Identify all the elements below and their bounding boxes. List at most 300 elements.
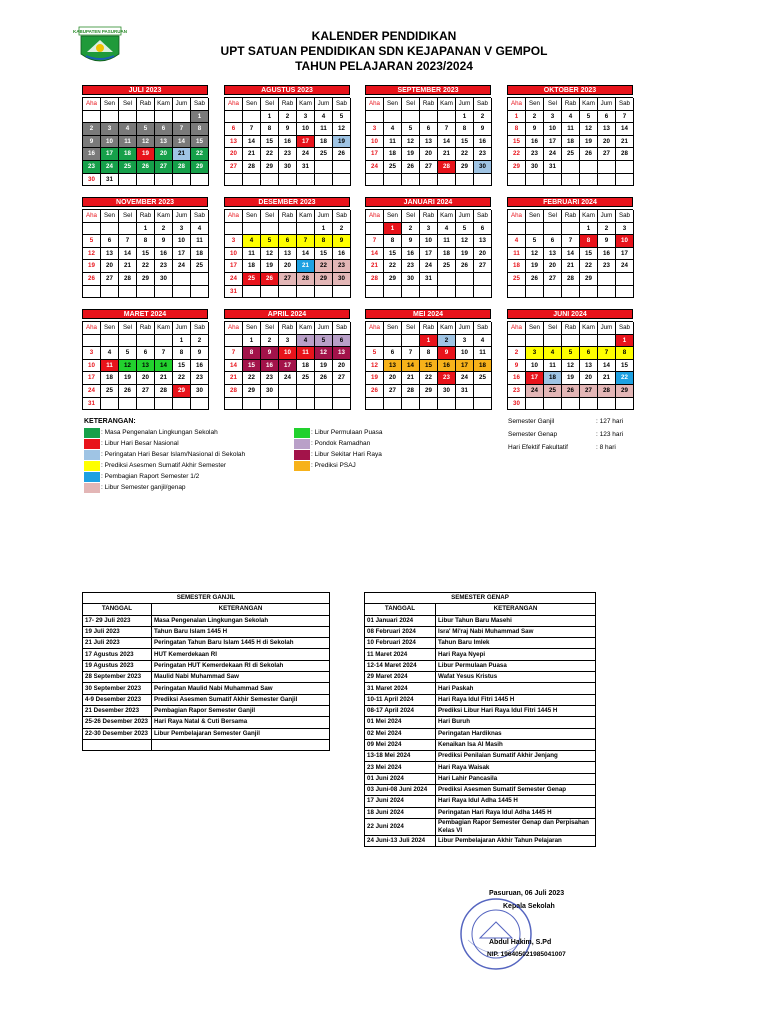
day-cell: 12 bbox=[83, 248, 101, 261]
legend-swatch bbox=[84, 428, 100, 438]
legend-swatch bbox=[84, 483, 100, 493]
empty-cell bbox=[562, 161, 580, 174]
empty-cell bbox=[580, 161, 598, 174]
empty-cell bbox=[297, 385, 315, 398]
day-cell: 21 bbox=[562, 260, 580, 273]
row-date: 21 Desember 2023 bbox=[83, 705, 152, 716]
day-cell: 19 bbox=[526, 260, 544, 273]
day-cell: 13 bbox=[580, 360, 598, 373]
day-cell: 9 bbox=[333, 235, 351, 248]
day-cell: 27 bbox=[155, 161, 173, 174]
day-cell: 5 bbox=[402, 123, 420, 136]
day-cell: 28 bbox=[225, 385, 243, 398]
weekday-header: Rab bbox=[279, 322, 297, 335]
weekday-header: Rab bbox=[562, 210, 580, 223]
month-9 bbox=[224, 309, 350, 410]
empty-cell bbox=[225, 111, 243, 124]
empty-cell bbox=[562, 398, 580, 411]
day-cell: 28 bbox=[366, 273, 384, 286]
empty-cell bbox=[456, 174, 474, 187]
day-cell: 12 bbox=[366, 360, 384, 373]
empty-cell bbox=[101, 286, 119, 299]
day-cell: 24 bbox=[297, 148, 315, 161]
day-cell: 26 bbox=[402, 161, 420, 174]
day-cell: 23 bbox=[261, 372, 279, 385]
row-date: 10 Februari 2024 bbox=[365, 638, 436, 649]
day-cell: 30 bbox=[526, 161, 544, 174]
day-cell: 29 bbox=[261, 161, 279, 174]
day-cell: 26 bbox=[456, 260, 474, 273]
row-description: Kenaikan Isa Al Masih bbox=[436, 739, 596, 750]
day-cell: 31 bbox=[456, 385, 474, 398]
row-description: Libur Pembelajaran Akhir Tahun Pelajaran bbox=[436, 835, 596, 846]
day-cell: 21 bbox=[438, 148, 456, 161]
empty-cell bbox=[173, 273, 191, 286]
day-cell: 29 bbox=[191, 161, 209, 174]
day-cell: 22 bbox=[508, 148, 526, 161]
table-row bbox=[365, 739, 596, 750]
day-cell: 21 bbox=[225, 372, 243, 385]
day-cell: 10 bbox=[456, 347, 474, 360]
day-cell: 27 bbox=[420, 161, 438, 174]
weekday-header: Sen bbox=[384, 322, 402, 335]
day-cell: 30 bbox=[438, 385, 456, 398]
day-cell: 22 bbox=[173, 372, 191, 385]
day-cell: 10 bbox=[544, 123, 562, 136]
row-date: 29 Maret 2024 bbox=[365, 672, 436, 683]
day-cell: 23 bbox=[438, 372, 456, 385]
day-cell: 5 bbox=[261, 235, 279, 248]
day-cell: 21 bbox=[598, 372, 616, 385]
empty-cell bbox=[526, 174, 544, 187]
day-cell: 24 bbox=[83, 385, 101, 398]
day-cell: 16 bbox=[402, 248, 420, 261]
empty-cell bbox=[333, 385, 351, 398]
weekday-header: Sen bbox=[526, 98, 544, 111]
day-cell: 16 bbox=[438, 360, 456, 373]
empty-cell bbox=[243, 286, 261, 299]
day-cell: 5 bbox=[580, 111, 598, 124]
row-description: Peringatan HUT Kemerdekaan RI di Sekolah bbox=[152, 660, 330, 671]
day-cell: 24 bbox=[225, 273, 243, 286]
weekday-header: Aha bbox=[83, 210, 101, 223]
day-cell: 29 bbox=[315, 273, 333, 286]
weekday-header: Kam bbox=[297, 210, 315, 223]
day-cell: 12 bbox=[261, 248, 279, 261]
month-11 bbox=[507, 309, 633, 410]
day-cell: 13 bbox=[544, 248, 562, 261]
empty-cell bbox=[402, 335, 420, 348]
row-date: 10-11 April 2024 bbox=[365, 694, 436, 705]
empty-cell bbox=[616, 161, 634, 174]
day-cell: 1 bbox=[315, 223, 333, 236]
weekday-header: Rab bbox=[420, 98, 438, 111]
row-date: 21 Juli 2023 bbox=[83, 638, 152, 649]
empty-cell bbox=[366, 286, 384, 299]
day-cell: 6 bbox=[580, 347, 598, 360]
day-cell: 24 bbox=[366, 161, 384, 174]
day-cell: 14 bbox=[402, 360, 420, 373]
day-cell: 20 bbox=[101, 260, 119, 273]
sign-place-date: Pasuruan, 06 Juli 2023 bbox=[489, 890, 565, 897]
weekday-header: Jum bbox=[173, 322, 191, 335]
day-cell: 28 bbox=[598, 385, 616, 398]
day-cell: 14 bbox=[616, 123, 634, 136]
day-cell: 26 bbox=[315, 372, 333, 385]
empty-cell bbox=[315, 161, 333, 174]
month-title: JUNI 2024 bbox=[507, 309, 633, 319]
table-row bbox=[365, 807, 596, 818]
day-cell: 23 bbox=[155, 260, 173, 273]
legend-swatch bbox=[294, 439, 310, 449]
day-cell: 30 bbox=[279, 161, 297, 174]
day-cell: 6 bbox=[420, 123, 438, 136]
day-cell: 2 bbox=[526, 111, 544, 124]
day-cell: 9 bbox=[279, 123, 297, 136]
empty-cell bbox=[333, 174, 351, 187]
weekday-header: Rab bbox=[420, 210, 438, 223]
empty-cell bbox=[420, 398, 438, 411]
empty-cell bbox=[173, 174, 191, 187]
empty-cell bbox=[562, 335, 580, 348]
day-cell: 1 bbox=[456, 111, 474, 124]
day-cell: 12 bbox=[456, 235, 474, 248]
day-cell: 20 bbox=[580, 372, 598, 385]
day-cell: 4 bbox=[191, 223, 209, 236]
empty-cell bbox=[366, 111, 384, 124]
day-cell: 28 bbox=[297, 273, 315, 286]
day-cell: 14 bbox=[598, 360, 616, 373]
day-cell: 16 bbox=[191, 360, 209, 373]
day-cell: 2 bbox=[438, 335, 456, 348]
day-cell: 27 bbox=[474, 260, 492, 273]
day-cell: 13 bbox=[598, 123, 616, 136]
month-grid bbox=[507, 97, 633, 186]
day-cell: 8 bbox=[243, 347, 261, 360]
month-3 bbox=[507, 85, 633, 186]
day-cell: 26 bbox=[333, 148, 351, 161]
row-description: Hari Raya Natal & Cuti Bersama bbox=[152, 717, 330, 728]
day-cell: 27 bbox=[137, 385, 155, 398]
row-date: 13-18 Mei 2024 bbox=[365, 751, 436, 762]
day-cell: 11 bbox=[191, 235, 209, 248]
weekday-header: Jum bbox=[173, 98, 191, 111]
col-keterangan: KETERANGAN bbox=[436, 604, 596, 615]
empty-cell bbox=[384, 286, 402, 299]
day-cell: 28 bbox=[155, 385, 173, 398]
day-cell: 17 bbox=[101, 148, 119, 161]
empty-cell bbox=[616, 174, 634, 187]
day-cell: 23 bbox=[526, 148, 544, 161]
empty-cell bbox=[83, 335, 101, 348]
month-0 bbox=[82, 85, 208, 186]
day-cell: 14 bbox=[119, 248, 137, 261]
day-cell: 14 bbox=[243, 136, 261, 149]
day-cell: 13 bbox=[279, 248, 297, 261]
empty-cell bbox=[191, 174, 209, 187]
row-date: 01 Juni 2024 bbox=[365, 773, 436, 784]
table-row bbox=[365, 717, 596, 728]
day-cell: 8 bbox=[191, 123, 209, 136]
semester-genap-table bbox=[364, 592, 596, 847]
summary-ganjil: Semester Ganjil : 127 hari bbox=[508, 418, 624, 425]
empty-cell bbox=[402, 286, 420, 299]
day-cell: 25 bbox=[474, 372, 492, 385]
table-row bbox=[83, 660, 330, 671]
day-cell: 14 bbox=[173, 136, 191, 149]
day-cell: 27 bbox=[598, 148, 616, 161]
row-description: Maulid Nabi Muhammad Saw bbox=[152, 672, 330, 683]
weekday-header: Sen bbox=[101, 210, 119, 223]
day-cell: 18 bbox=[119, 148, 137, 161]
day-cell: 12 bbox=[526, 248, 544, 261]
legend-label: : Pembagian Raport Semester 1/2 bbox=[101, 473, 200, 480]
empty-cell bbox=[119, 223, 137, 236]
day-cell: 17 bbox=[544, 136, 562, 149]
day-cell: 26 bbox=[137, 161, 155, 174]
day-cell: 15 bbox=[191, 136, 209, 149]
weekday-header: Jum bbox=[598, 98, 616, 111]
row-date: 02 Mei 2024 bbox=[365, 728, 436, 739]
row-date: 19 Juli 2023 bbox=[83, 626, 152, 637]
day-cell: 12 bbox=[562, 360, 580, 373]
row-date: 18 Juni 2024 bbox=[365, 807, 436, 818]
day-cell: 14 bbox=[438, 136, 456, 149]
empty-cell bbox=[366, 223, 384, 236]
day-cell: 30 bbox=[83, 174, 101, 187]
day-cell: 8 bbox=[137, 235, 155, 248]
empty-cell bbox=[366, 398, 384, 411]
day-cell: 15 bbox=[508, 136, 526, 149]
day-cell: 4 bbox=[508, 235, 526, 248]
month-title: DESEMBER 2023 bbox=[224, 197, 350, 207]
doc-title-line2: UPT SATUAN PENDIDIKAN SDN KEJAPANAN V GEMPOL bbox=[220, 44, 548, 58]
weekday-header: Sab bbox=[474, 98, 492, 111]
day-cell: 18 bbox=[191, 248, 209, 261]
day-cell: 28 bbox=[173, 161, 191, 174]
empty-cell bbox=[191, 273, 209, 286]
table-row bbox=[365, 728, 596, 739]
day-cell: 5 bbox=[137, 123, 155, 136]
day-cell: 31 bbox=[544, 161, 562, 174]
day-cell: 3 bbox=[616, 223, 634, 236]
empty-cell bbox=[315, 398, 333, 411]
day-cell: 11 bbox=[562, 123, 580, 136]
day-cell: 24 bbox=[420, 260, 438, 273]
day-cell: 12 bbox=[137, 136, 155, 149]
weekday-header: Aha bbox=[366, 98, 384, 111]
day-cell: 11 bbox=[297, 347, 315, 360]
day-cell: 23 bbox=[598, 260, 616, 273]
day-cell: 22 bbox=[580, 260, 598, 273]
day-cell: 22 bbox=[456, 148, 474, 161]
row-description: Prediksi Libur Hari Raya Idul Fitri 1445 H bbox=[436, 705, 596, 716]
empty-cell bbox=[315, 286, 333, 299]
day-cell: 29 bbox=[580, 273, 598, 286]
day-cell: 16 bbox=[508, 372, 526, 385]
day-cell: 8 bbox=[173, 347, 191, 360]
row-description: Libur Pembelajaran Semester Ganjil bbox=[152, 728, 330, 739]
weekday-header: Sel bbox=[402, 210, 420, 223]
empty-cell bbox=[384, 398, 402, 411]
empty-cell bbox=[297, 398, 315, 411]
day-cell: 4 bbox=[119, 123, 137, 136]
row-date: 17- 29 Juli 2023 bbox=[83, 615, 152, 626]
month-title: APRIL 2024 bbox=[224, 309, 350, 319]
day-cell: 29 bbox=[173, 385, 191, 398]
day-cell: 7 bbox=[155, 347, 173, 360]
month-grid bbox=[507, 209, 633, 298]
day-cell: 30 bbox=[333, 273, 351, 286]
weekday-header: Sab bbox=[333, 98, 351, 111]
row-date: 01 Januari 2024 bbox=[365, 615, 436, 626]
weekday-header: Sab bbox=[333, 210, 351, 223]
day-cell: 1 bbox=[191, 111, 209, 124]
table-row bbox=[365, 694, 596, 705]
weekday-header: Aha bbox=[366, 322, 384, 335]
day-cell: 18 bbox=[474, 360, 492, 373]
weekday-header: Rab bbox=[137, 210, 155, 223]
day-cell: 19 bbox=[119, 372, 137, 385]
empty-cell bbox=[333, 161, 351, 174]
legend-label: : Prediksi PSAJ bbox=[311, 462, 356, 469]
weekday-header: Kam bbox=[155, 98, 173, 111]
day-cell: 25 bbox=[438, 260, 456, 273]
day-cell: 25 bbox=[508, 273, 526, 286]
day-cell: 4 bbox=[315, 111, 333, 124]
day-cell: 25 bbox=[297, 372, 315, 385]
legend-swatch bbox=[84, 450, 100, 460]
empty-cell bbox=[598, 398, 616, 411]
row-description: Hari Raya Waisak bbox=[436, 762, 596, 773]
day-cell: 23 bbox=[333, 260, 351, 273]
day-cell: 7 bbox=[402, 347, 420, 360]
row-description: Libur Permulaan Puasa bbox=[436, 660, 596, 671]
day-cell: 29 bbox=[508, 161, 526, 174]
day-cell: 7 bbox=[438, 123, 456, 136]
day-cell: 21 bbox=[297, 260, 315, 273]
table-row bbox=[83, 672, 330, 683]
day-cell: 20 bbox=[333, 360, 351, 373]
day-cell: 17 bbox=[225, 260, 243, 273]
day-cell: 20 bbox=[474, 248, 492, 261]
empty-cell bbox=[580, 174, 598, 187]
day-cell: 11 bbox=[438, 235, 456, 248]
day-cell: 3 bbox=[544, 111, 562, 124]
day-cell: 31 bbox=[101, 174, 119, 187]
day-cell: 3 bbox=[366, 123, 384, 136]
day-cell: 5 bbox=[119, 347, 137, 360]
day-cell: 23 bbox=[83, 161, 101, 174]
day-cell: 10 bbox=[83, 360, 101, 373]
day-cell: 17 bbox=[83, 372, 101, 385]
day-cell: 20 bbox=[384, 372, 402, 385]
day-cell: 15 bbox=[580, 248, 598, 261]
month-grid bbox=[365, 321, 491, 410]
table-row bbox=[365, 705, 596, 716]
day-cell: 11 bbox=[384, 136, 402, 149]
legend-swatch bbox=[84, 461, 100, 471]
day-cell: 8 bbox=[261, 123, 279, 136]
table-row bbox=[365, 638, 596, 649]
table-title: SEMESTER GENAP bbox=[365, 593, 596, 604]
day-cell: 18 bbox=[101, 372, 119, 385]
day-cell: 7 bbox=[616, 111, 634, 124]
day-cell: 17 bbox=[456, 360, 474, 373]
day-cell: 27 bbox=[225, 161, 243, 174]
day-cell: 20 bbox=[155, 148, 173, 161]
empty-cell bbox=[225, 174, 243, 187]
weekday-header: Sab bbox=[333, 322, 351, 335]
empty-cell bbox=[580, 398, 598, 411]
day-cell: 4 bbox=[101, 347, 119, 360]
day-cell: 9 bbox=[83, 136, 101, 149]
weekday-header: Sen bbox=[384, 98, 402, 111]
day-cell: 6 bbox=[225, 123, 243, 136]
day-cell: 27 bbox=[544, 273, 562, 286]
table-row bbox=[365, 649, 596, 660]
day-cell: 16 bbox=[598, 248, 616, 261]
day-cell: 10 bbox=[297, 123, 315, 136]
day-cell: 10 bbox=[279, 347, 297, 360]
empty-cell bbox=[119, 286, 137, 299]
day-cell: 24 bbox=[456, 372, 474, 385]
day-cell: 24 bbox=[526, 385, 544, 398]
day-cell: 6 bbox=[598, 111, 616, 124]
day-cell: 2 bbox=[191, 335, 209, 348]
day-cell: 8 bbox=[508, 123, 526, 136]
row-description: Hari Buruh bbox=[436, 717, 596, 728]
day-cell: 25 bbox=[315, 148, 333, 161]
day-cell: 24 bbox=[279, 372, 297, 385]
weekday-header: Sen bbox=[101, 98, 119, 111]
day-cell: 13 bbox=[137, 360, 155, 373]
table-row bbox=[365, 615, 596, 626]
table-row bbox=[83, 739, 330, 750]
day-cell: 28 bbox=[616, 148, 634, 161]
empty-cell bbox=[474, 385, 492, 398]
day-cell: 19 bbox=[562, 372, 580, 385]
day-cell: 21 bbox=[155, 372, 173, 385]
empty-cell bbox=[580, 286, 598, 299]
empty-cell bbox=[119, 335, 137, 348]
day-cell: 24 bbox=[544, 148, 562, 161]
day-cell: 6 bbox=[333, 335, 351, 348]
legend-label: : Libur Permulaan Puasa bbox=[311, 429, 383, 436]
month-grid bbox=[507, 321, 633, 410]
empty-cell bbox=[297, 174, 315, 187]
empty-cell bbox=[616, 273, 634, 286]
day-cell: 2 bbox=[333, 223, 351, 236]
row-date bbox=[83, 739, 152, 750]
weekday-header: Sen bbox=[384, 210, 402, 223]
day-cell: 8 bbox=[384, 235, 402, 248]
day-cell: 11 bbox=[101, 360, 119, 373]
day-cell: 4 bbox=[544, 347, 562, 360]
weekday-header: Sel bbox=[402, 322, 420, 335]
day-cell: 7 bbox=[173, 123, 191, 136]
day-cell: 10 bbox=[616, 235, 634, 248]
row-date: 12-14 Maret 2024 bbox=[365, 660, 436, 671]
weekday-header: Kam bbox=[297, 322, 315, 335]
month-title: NOVEMBER 2023 bbox=[82, 197, 208, 207]
day-cell: 7 bbox=[243, 123, 261, 136]
empty-cell bbox=[420, 111, 438, 124]
weekday-header: Aha bbox=[225, 210, 243, 223]
empty-cell bbox=[598, 161, 616, 174]
day-cell: 27 bbox=[101, 273, 119, 286]
day-cell: 6 bbox=[279, 235, 297, 248]
